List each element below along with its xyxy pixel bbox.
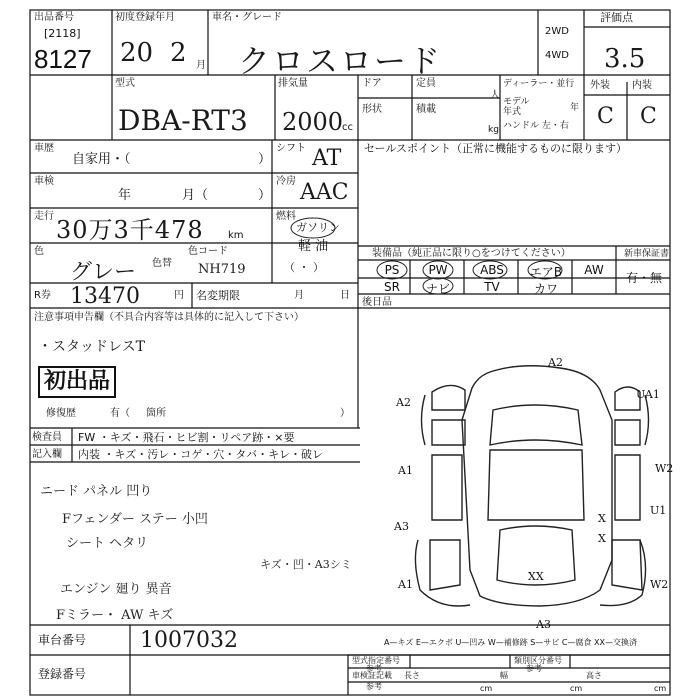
diagram-mark-a2-top: A2 [548, 356, 563, 369]
drive-2wd: 2WD [545, 26, 569, 37]
warranty-value: 有・無 [626, 271, 663, 285]
doors-label: ドア [362, 78, 382, 89]
notes-studless: ・スタッドレスT [38, 339, 145, 355]
mileage-label: 走行 [34, 211, 54, 222]
inspector-items: FW ・キズ・飛石・ヒビ割・リペア跡・×要 [78, 431, 295, 444]
spec-class-label: 類別区分番号 [514, 656, 562, 665]
dealer-l1: ディーラー・並行 [503, 79, 575, 89]
dealer-l2: モデル [503, 97, 530, 107]
meigi-day: 日 [340, 290, 350, 301]
first-reg-month: 2 [170, 38, 187, 68]
displacement-unit: cc [342, 122, 353, 133]
notes-label: 注意事項申告欄（不具合内容等は具体的に記入して下さい） [34, 312, 304, 323]
exterior-label: 外装 [590, 80, 610, 91]
capacity-label: 定員 [416, 78, 436, 89]
spec-cm2: cm [570, 684, 583, 693]
fuel-gas: ガソリン [296, 221, 340, 234]
lot-code: [2118] [44, 27, 81, 40]
rear-label: 後日品 [362, 297, 392, 308]
diagram-mark-a2-left: A2 [396, 396, 411, 409]
history-value: 自家用・（ [72, 152, 131, 167]
diagram-mark-a3-left: A3 [394, 520, 409, 533]
diagram-mark-w2-right: W2 [655, 462, 674, 475]
color-label: 色 [34, 246, 44, 257]
diagram-mark-x2: X [598, 532, 606, 545]
fuel-paren: （ ・ ） [284, 261, 324, 274]
spec-size-label: 車検証記載 [352, 671, 392, 680]
color-value: グレー [70, 260, 137, 285]
dealer-l5: ハンドル 左・右 [503, 121, 569, 131]
first-reg-label: 初度登録年月 [115, 12, 175, 23]
spec-height: 高さ [586, 671, 602, 680]
equip-pw: PW [428, 263, 448, 277]
shape-label: 形状 [362, 104, 382, 115]
equip-navi: ナビ [425, 282, 450, 296]
model-label: 型式 [115, 78, 135, 89]
equip-ps: PS [384, 263, 400, 277]
repair-value: 有（ [110, 408, 130, 419]
history-close: ） [258, 152, 272, 167]
mileage-value: 30万3千478 [56, 216, 204, 244]
spec-cm3: cm [654, 684, 667, 693]
diagram-mark-x1: X [598, 512, 606, 525]
car-name-label: 車名・グレード [212, 12, 282, 23]
equip-airbag: エアB [529, 265, 563, 279]
color-code: NH719 [198, 262, 246, 277]
recycle-unit: 円 [174, 290, 184, 301]
spec-width: 幅 [500, 671, 508, 680]
interior-label: 内装 [632, 80, 652, 91]
hw-note-5: エンジン 廻り 異音 [60, 582, 172, 597]
chassis-label: 車台番号 [38, 633, 87, 647]
repair-place: 箇所 [146, 408, 166, 419]
score-label: 評価点 [600, 11, 633, 24]
equip-sr: SR [384, 280, 400, 294]
diagram-mark-a1-left: A1 [398, 464, 413, 477]
displacement-value: 2000 [282, 108, 344, 136]
record-label: 記入欄 [32, 449, 62, 460]
diagram-mark-ua1: UA1 [636, 388, 660, 401]
car-name-value: クロスロード [238, 42, 443, 80]
lot-number: 8127 [34, 44, 92, 74]
equipment-label: 装備品（純正品に限り○をつけてください） [372, 248, 571, 259]
sales-point-label: セールスポイント（正常に機能するものに限ります） [364, 142, 628, 155]
diagram-mark-a1-bottom: A1 [398, 578, 413, 591]
model-value: DBA-RT3 [118, 104, 248, 137]
dealer-l4: 年 [570, 103, 580, 113]
load-unit: kg [488, 125, 499, 135]
equip-aw: AW [584, 263, 604, 277]
repair-label: 修復歴 [46, 408, 76, 419]
mileage-unit: km [228, 230, 244, 241]
diagram-mark-xx: XX [528, 570, 544, 583]
spec-length: 長さ [404, 671, 420, 680]
inspection-month: 月（ [182, 188, 209, 203]
meigi-month: 月 [294, 290, 304, 301]
score-value: 3.5 [604, 44, 646, 74]
inspection-close: ） [258, 188, 272, 203]
first-reg-year: 20 [120, 38, 154, 68]
repair-close: ） [340, 408, 350, 419]
recycle-label: R券 [34, 290, 51, 301]
hw-note-6: Fミラー・ AW キズ [56, 608, 174, 623]
spec-type-label: 型式指定番号 [352, 656, 400, 665]
equip-abs: ABS [480, 263, 504, 277]
interior-grade: C [640, 104, 657, 129]
warranty-label: 新車保証書 [624, 249, 670, 259]
hw-note-4: キズ・凹・A3シミ [260, 558, 352, 571]
capacity-unit: 人 [490, 90, 500, 101]
diagram-mark-u1: U1 [650, 504, 667, 517]
spec-cm1: cm [480, 684, 493, 693]
shift-value: AT [312, 146, 342, 171]
color-code-label: 色コード [188, 246, 228, 257]
chassis-value: 1007032 [140, 628, 238, 653]
history-label: 車歴 [34, 143, 54, 154]
spec-ref1: 参考 [366, 664, 382, 673]
hw-note-2: Fフェンダー ステー 小凹 [62, 512, 208, 527]
fuel-diesel: 軽 油 [298, 239, 329, 254]
registration-label: 登録番号 [38, 667, 87, 681]
lot-label: 出品番号 [34, 12, 74, 23]
inspection-label: 車検 [34, 176, 54, 187]
hw-note-3: シート ヘタリ [66, 536, 149, 551]
drive-4wd: 4WD [545, 50, 569, 61]
color-change-label: 色替 [152, 258, 172, 269]
load-label: 積載 [416, 104, 436, 115]
first-reg-month-unit: 月 [196, 60, 206, 71]
meigi-label: 名変期限 [196, 289, 240, 302]
fuel-label: 燃料 [276, 211, 296, 222]
spec-ref3: 参考 [366, 682, 382, 691]
ac-label: 冷房 [276, 176, 296, 187]
equip-tv: TV [484, 280, 500, 294]
inspector-label: 検査員 [32, 432, 62, 443]
diagram-mark-w2-bottom: W2 [650, 578, 669, 591]
spec-ref2: 参考 [526, 664, 542, 673]
ac-value: AAC [300, 180, 349, 205]
first-listing-stamp: 初出品 [38, 366, 116, 398]
exterior-grade: C [597, 104, 614, 129]
hw-note-1: ニード パネル 凹り [40, 484, 153, 499]
record-items: 内装 ・キズ・汚レ・コゲ・穴・タバ・キレ・破レ [78, 448, 324, 461]
shift-label: シフト [276, 143, 306, 154]
displacement-label: 排気量 [278, 78, 308, 89]
inspection-year: 年 [118, 188, 132, 203]
damage-legend: A—キズ E—エクボ U—凹み W—補修跡 S—サビ C—腐食 XX—交換済 [384, 638, 638, 647]
recycle-value: 13470 [70, 284, 140, 309]
diagram-mark-a3-bottom: A3 [536, 618, 551, 631]
equip-leather: カワ [533, 282, 558, 296]
dealer-l3: 年式 [503, 107, 522, 117]
